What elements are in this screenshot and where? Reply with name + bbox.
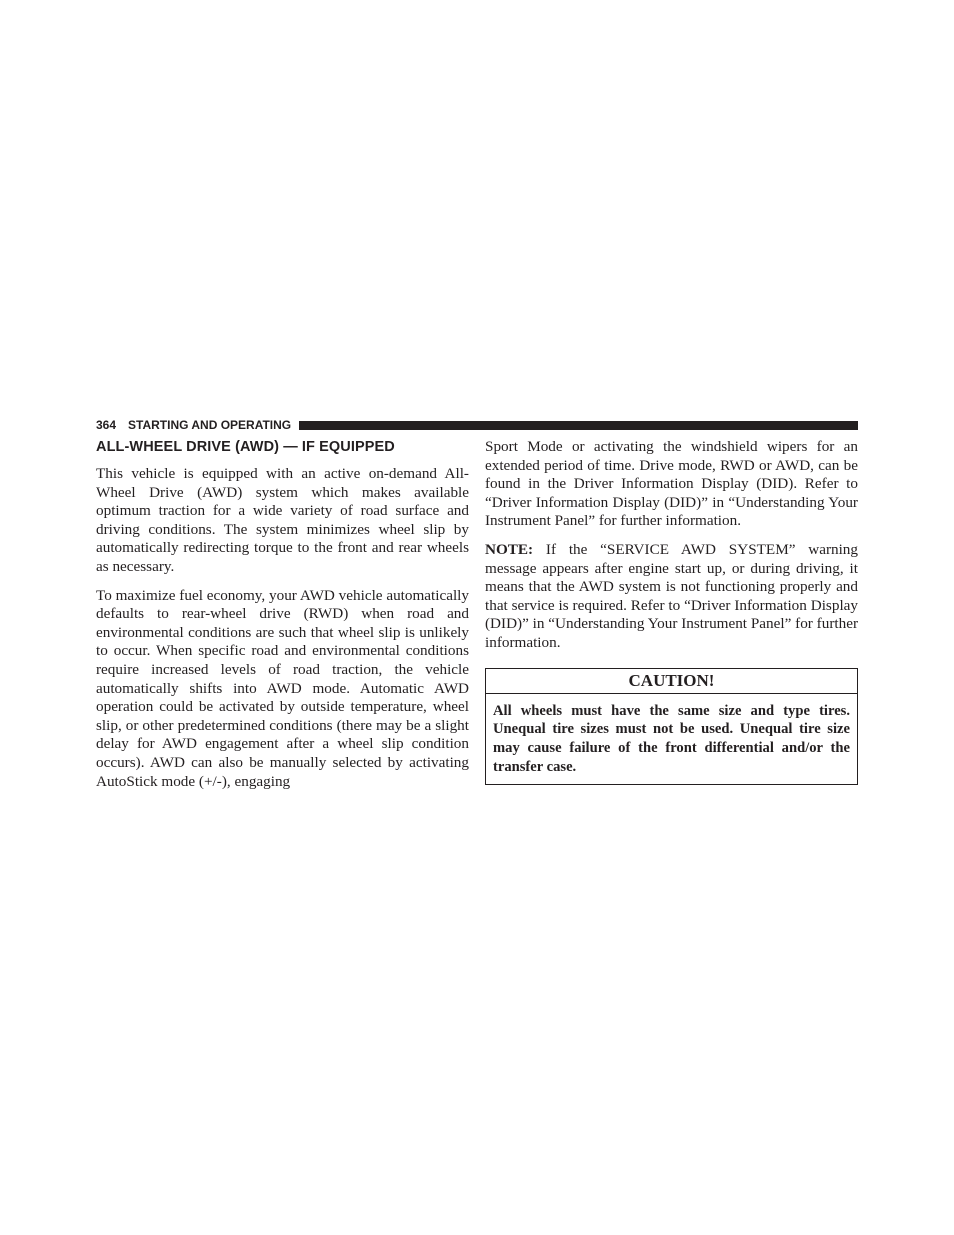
sport-mode-paragraph: Sport Mode or activating the windshield wipers for an extended period of time. Drive mode, RWD or AWD, can be found in the Driver Information Display (DID). Refer to “Driver Information Display (DID)” in “Understanding Your Instrument Panel” for further information.	[485, 438, 858, 530]
caution-box	[485, 668, 858, 785]
section-heading: ALL-WHEEL DRIVE (AWD) — IF EQUIPPED	[96, 439, 395, 455]
left-column	[96, 438, 469, 800]
fuel-economy-paragraph: To maximize fuel economy, your AWD vehicle automatically defaults to rear-wheel drive (RWD) when road and environmental conditions are such that wheel slip is unlikely to occur. When specific road and environmental conditions require increased levels of road traction, the vehicle automatically shifts into AWD mode. Automatic AWD operation could be activated by outside temperature, wheel slip, or other predetermined conditions (there may be a slight delay for AWD engagement after a wheel slip condition occurs). AWD can also be manually selected by activating AutoStick mode (+/-), engaging	[96, 586, 469, 790]
right-column	[485, 438, 858, 785]
note-paragraph	[485, 541, 858, 653]
section-title: STARTING AND OPERATING	[128, 417, 292, 432]
note-text: If the “SERVICE AWD SYSTEM” warning message appears after engine start up, or during driving, it means that the AWD system is not functioning properly and that service is required. Refer to “Driver Information Display (DID)” in “Understanding Your Instrument Panel” for further information.	[485, 540, 858, 651]
caution-text: All wheels must have the same size and type tires. Unequal tire sizes must not be used. Unequal tire size may cause failure of the front differential and/or the transfer case.	[493, 702, 850, 775]
note-label: NOTE:	[485, 540, 534, 558]
page-number: 364	[96, 417, 117, 432]
caution-title: CAUTION!	[486, 669, 857, 694]
header-rule	[299, 421, 858, 430]
awd-intro-paragraph: This vehicle is equipped with an active on-demand All-Wheel Drive (AWD) system which makes available optimum traction for a wide variety of road surface and driving conditions. The system minimizes wheel slip by automatically redirecting torque to the front and rear wheels as necessary.	[96, 465, 469, 575]
page-header	[96, 417, 858, 432]
